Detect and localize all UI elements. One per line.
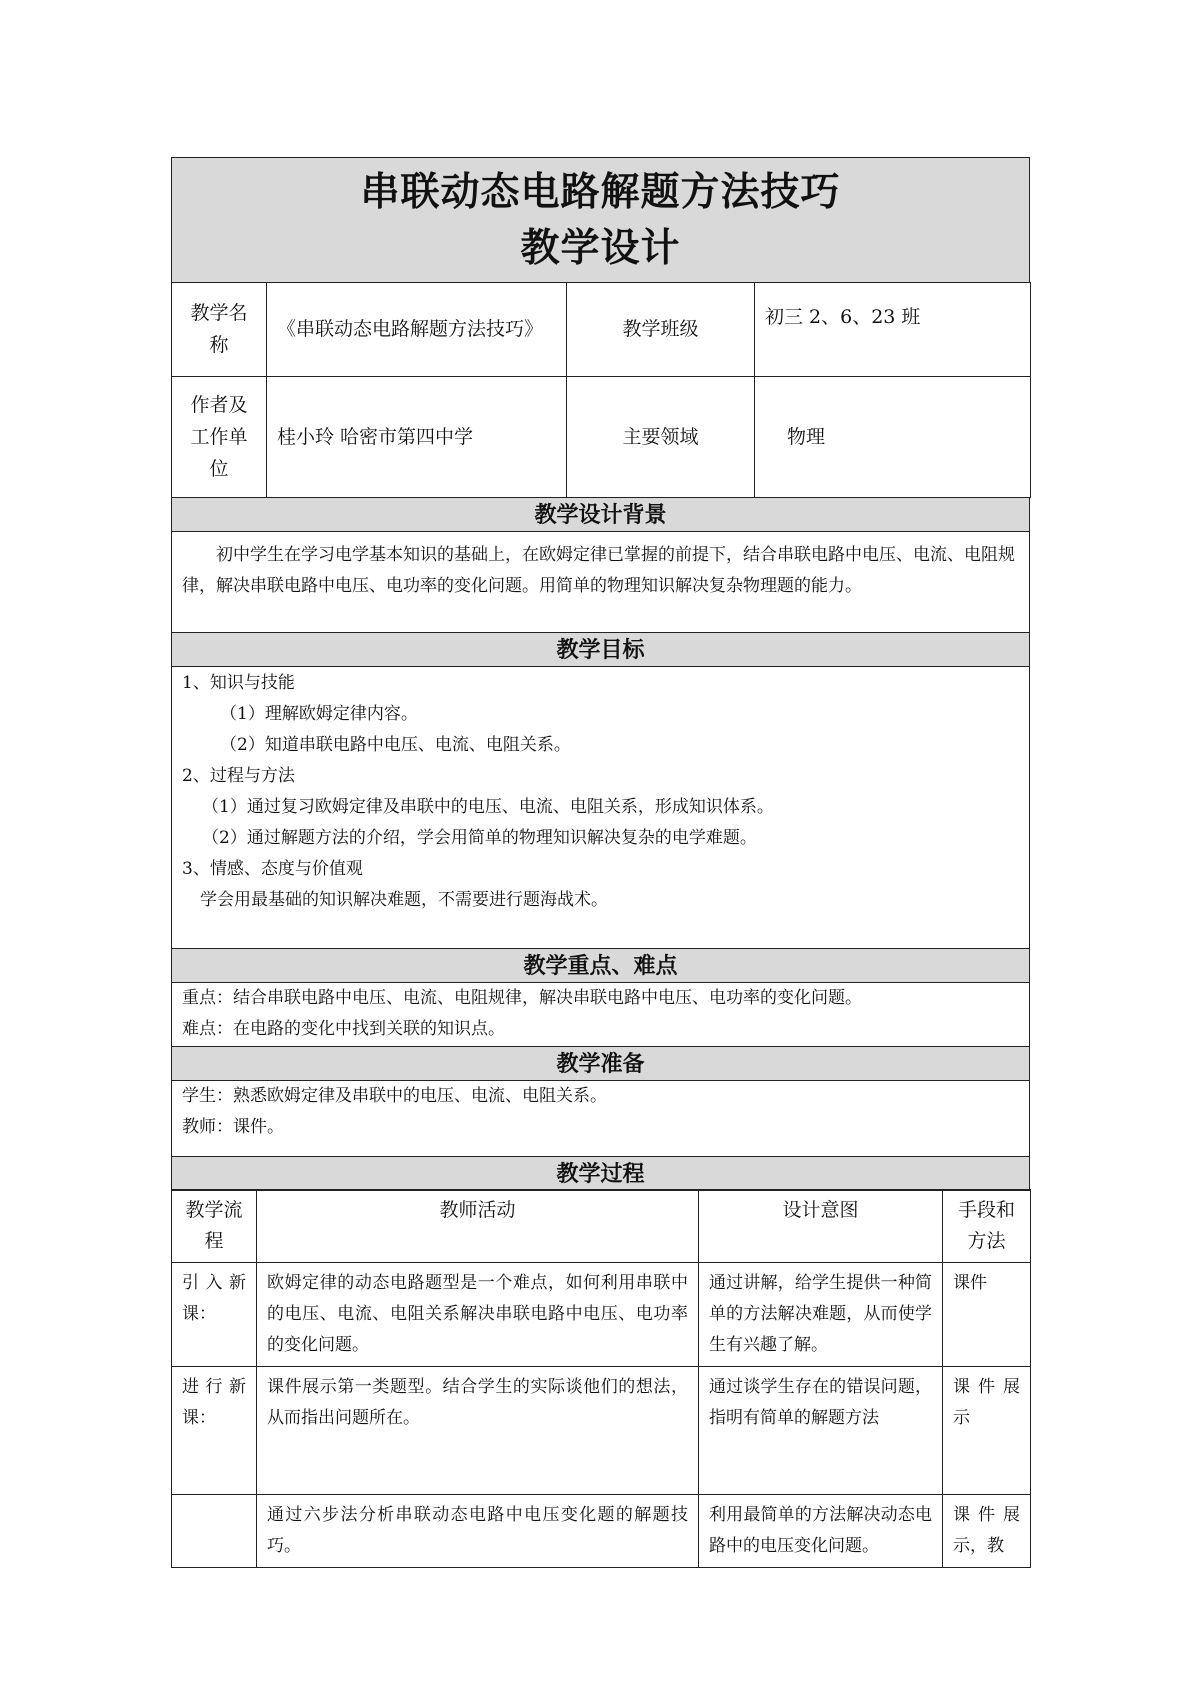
- preparation-body: [171, 1081, 1030, 1157]
- title-line-2: 教学设计: [520, 225, 681, 271]
- keypoints-heading: 教学重点、难点: [171, 949, 1030, 983]
- objective-item: （1）通过复习欧姆定律及串联中的电压、电流、电阻关系，形成知识体系。: [202, 796, 774, 817]
- method-cell: 课件展示，教: [943, 1495, 1031, 1568]
- activity-cell: 课件展示第一类题型。结合学生的实际谈他们的想法，从而指出问题所在。: [257, 1367, 699, 1495]
- process-table: [171, 1189, 1031, 1568]
- column-header-activity: 教师活动: [257, 1190, 699, 1263]
- column-header-stage: 教学流程: [172, 1190, 257, 1263]
- objectives-body: [171, 667, 1030, 949]
- objectives-heading: 教学目标: [171, 633, 1030, 667]
- column-header-method: 手段和方法: [943, 1190, 1031, 1263]
- class-label: 教学班级: [567, 282, 755, 376]
- author-label: 作者及工作单位: [172, 376, 267, 497]
- field-label: 主要领域: [567, 376, 755, 497]
- objective-item: （1）理解欧姆定律内容。: [220, 703, 418, 724]
- background-heading: 教学设计背景: [171, 498, 1030, 532]
- intent-cell: 通过谈学生存在的错误问题，指明有简单的解题方法: [699, 1367, 943, 1495]
- stage-cell: [172, 1495, 257, 1568]
- lesson-plan-sheet: [171, 157, 1030, 1568]
- objective-section-3: 3、情感、态度与价值观: [182, 858, 363, 879]
- document-title: [171, 157, 1030, 283]
- objective-item: （2）通过解题方法的介绍，学会用简单的物理知识解决复杂的电学难题。: [202, 827, 757, 848]
- background-text: 初中学生在学习电学基本知识的基础上，在欧姆定律已掌握的前提下，结合串联电路中电压、电流、电阻规律，解决串联电路中电压、电功率的变化问题。用简单的物理知识解决复杂物理题的能力。: [171, 532, 1030, 633]
- author-value: 桂小玲 哈密市第四中学: [267, 376, 567, 497]
- objective-section-1: 1、知识与技能: [182, 672, 295, 693]
- difficult-point: 难点：在电路的变化中找到关联的知识点。: [182, 1018, 505, 1039]
- method-cell: 课件: [943, 1263, 1031, 1367]
- keypoints-body: [171, 983, 1030, 1047]
- activity-cell: 欧姆定律的动态电路题型是一个难点，如何利用串联中的电压、电流、电阻关系解决串联电路中电压、电功率的变化问题。: [257, 1263, 699, 1367]
- table-row: [172, 1263, 1031, 1367]
- class-value: 初三 2、6、23 班: [755, 282, 1031, 376]
- info-table: [171, 282, 1031, 498]
- lesson-name-value: 《串联动态电路解题方法技巧》: [267, 282, 567, 376]
- column-header-intent: 设计意图: [699, 1190, 943, 1263]
- stage-cell: 引入新课：: [172, 1263, 257, 1367]
- activity-cell: 通过六步法分析串联动态电路中电压变化题的解题技巧。: [257, 1495, 699, 1568]
- table-row: [172, 1367, 1031, 1495]
- table-row: [172, 1495, 1031, 1568]
- lesson-name-label: 教学名称: [172, 282, 267, 376]
- student-preparation: 学生：熟悉欧姆定律及串联中的电压、电流、电阻关系。: [182, 1085, 607, 1106]
- intent-cell: 利用最简单的方法解决动态电路中的电压变化问题。: [699, 1495, 943, 1568]
- teacher-preparation: 教师：课件。: [182, 1116, 284, 1137]
- objective-item: 学会用最基础的知识解决难题，不需要进行题海战术。: [200, 889, 608, 910]
- preparation-heading: 教学准备: [171, 1047, 1030, 1081]
- field-value: 物理: [755, 376, 1031, 497]
- objective-item: （2）知道串联电路中电压、电流、电阻关系。: [220, 734, 571, 755]
- method-cell: 课件展示: [943, 1367, 1031, 1495]
- stage-cell: 进行新课：: [172, 1367, 257, 1495]
- title-line-1: 串联动态电路解题方法技巧: [360, 169, 841, 215]
- intent-cell: 通过讲解，给学生提供一种简单的方法解决难题，从而使学生有兴趣了解。: [699, 1263, 943, 1367]
- objective-section-2: 2、过程与方法: [182, 765, 295, 786]
- key-point: 重点：结合串联电路中电压、电流、电阻规律，解决串联电路中电压、电功率的变化问题。: [182, 987, 862, 1008]
- process-heading: 教学过程: [171, 1157, 1030, 1191]
